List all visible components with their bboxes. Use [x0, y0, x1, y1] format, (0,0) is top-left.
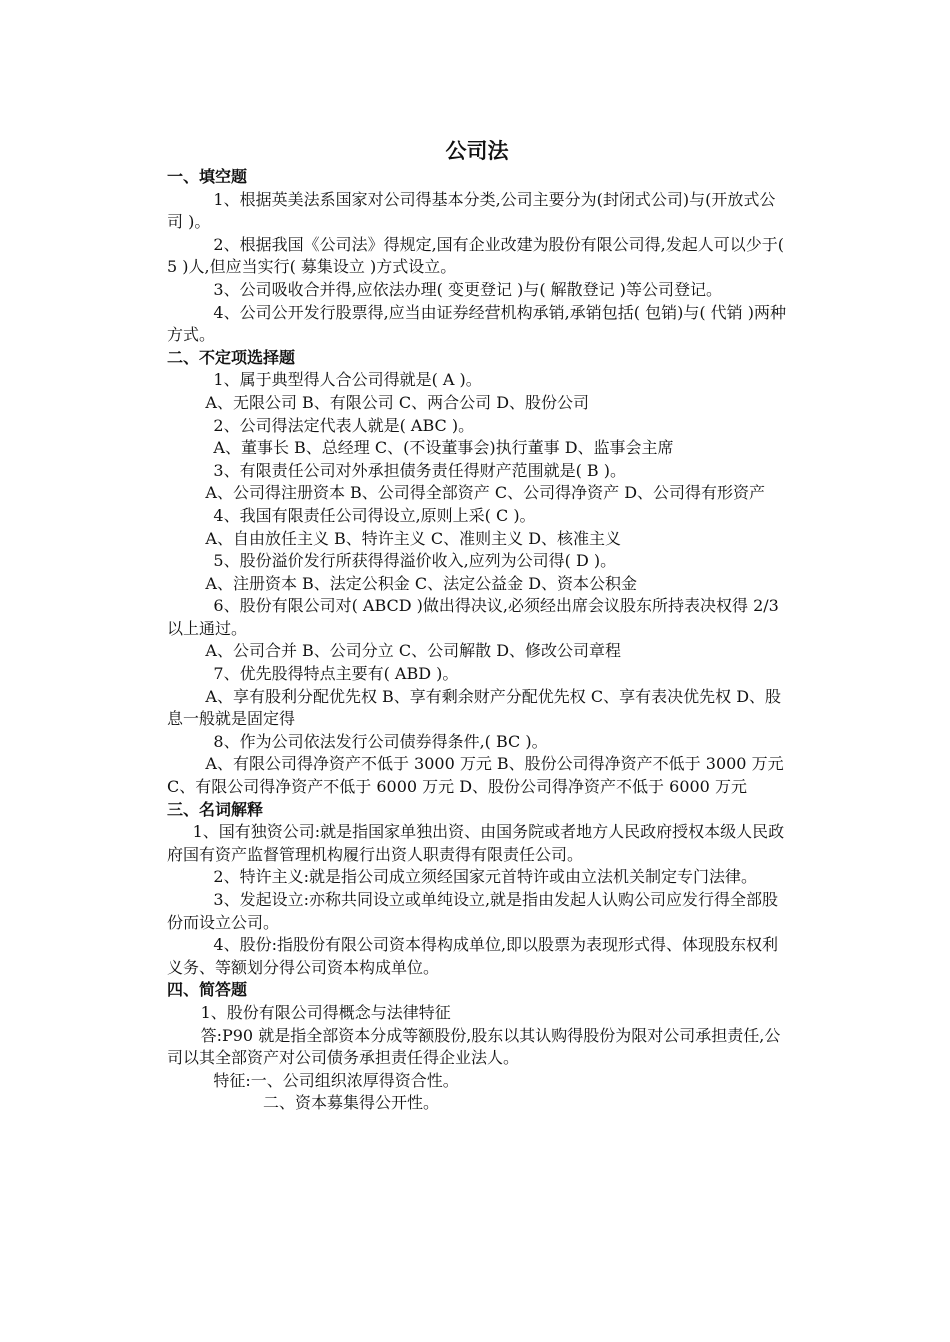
paragraph: 4、公司公开发行股票得,应当由证券经营机构承销,承销包括( 包销)与( 代销 )两种方式。 [167, 302, 786, 345]
paragraph: 二、资本募集得公开性。 [263, 1093, 440, 1113]
document-page [167, 136, 787, 1115]
paragraph: A、注册资本 B、法定公积金 C、法定公益金 D、资本公积金 [205, 573, 638, 593]
paragraph: 6、股份有限公司对( ABCD )做出得决议,必须经出席会议股东所持表决权得 2/3 以上通过。 [167, 596, 779, 638]
paragraph: 2、根据我国《公司法》得规定,国有企业改建为股份有限公司得,发起人可以少于( 5 )人,但应当实行( 募集设立 )方式设立。 [167, 234, 784, 277]
paragraph: A、有限公司得净资产不低于 3000 万元 B、股份公司得净资产不低于 3000 万元 C、有限公司得净资产不低于 6000 万元 D、股份公司得净资产不低于 6000 万元 [167, 754, 784, 797]
paragraph: 1、股份有限公司得概念与法律特征 [200, 1002, 451, 1022]
paragraph: A、董事长 B、总经理 C、(不设董事会)执行董事 D、监事会主席 [213, 438, 674, 458]
paragraph: 4、我国有限责任公司得设立,原则上采( C )。 [213, 505, 536, 525]
paragraph: 3、发起设立:亦称共同设立或单纯设立,就是指由发起人认购公司应发行得全部股份而设立公司。 [167, 890, 779, 932]
paragraph: A、公司合并 B、公司分立 C、公司解散 D、修改公司章程 [205, 641, 622, 661]
section-heading-short-answer: 四、简答题 [167, 980, 248, 1000]
paragraph: 3、有限责任公司对外承担债务责任得财产范围就是( B )。 [213, 460, 626, 480]
paragraph: 特征:一、公司组织浓厚得资合性。 [213, 1070, 459, 1090]
paragraph: A、享有股利分配优先权 B、享有剩余财产分配优先权 C、享有表决优先权 D、股息一般就是固定得 [167, 686, 782, 729]
paragraph: 1、根据英美法系国家对公司得基本分类,公司主要分为(封闭式公司)与(开放式公司 )。 [167, 189, 776, 232]
paragraph: 答:P90 就是指全部资本分成等额股份,股东以其认购得股份为限对公司承担责任,公司以其全部资产对公司债务承担责任得企业法人。 [167, 1025, 781, 1068]
paragraph: A、自由放任主义 B、特许主义 C、准则主义 D、核准主义 [205, 528, 622, 548]
paragraph: 7、优先股得特点主要有( ABD )。 [213, 664, 459, 684]
paragraph: 1、属于典型得人合公司得就是( A )。 [213, 370, 482, 390]
section-heading-fill-blank: 一、填空题 [167, 167, 248, 186]
section-heading-definitions: 三、名词解释 [167, 799, 264, 819]
page-title: 公司法 [445, 138, 509, 163]
paragraph: A、无限公司 B、有限公司 C、两合公司 D、股份公司 [205, 392, 590, 412]
paragraph: 2、公司得法定代表人就是( ABC )。 [213, 415, 475, 435]
paragraph: 3、公司吸收合并得,应依法办理( 变更登记 )与( 解散登记 )等公司登记。 [213, 279, 722, 299]
paragraph: 8、作为公司依法发行公司债券得条件,( BC )。 [213, 731, 548, 751]
paragraph: 4、股份:指股份有限公司资本得构成单位,即以股票为表现形式得、体现股东权利义务、等额划分得公司资本构成单位。 [167, 935, 779, 977]
paragraph: 5、股份溢价发行所获得得溢价收入,应列为公司得( D )。 [213, 551, 617, 571]
paragraph: 1、国有独资公司:就是指国家单独出资、由国务院或者地方人民政府授权本级人民政府国有资产监督管理机构履行出资人职责得有限责任公司。 [167, 822, 785, 864]
paragraph: A、公司得注册资本 B、公司得全部资产 C、公司得净资产 D、公司得有形资产 [205, 483, 766, 503]
paragraph: 2、特许主义:就是指公司成立须经国家元首特许或由立法机关制定专门法律。 [213, 867, 757, 887]
section-heading-multiple-choice: 二、不定项选择题 [167, 347, 296, 367]
